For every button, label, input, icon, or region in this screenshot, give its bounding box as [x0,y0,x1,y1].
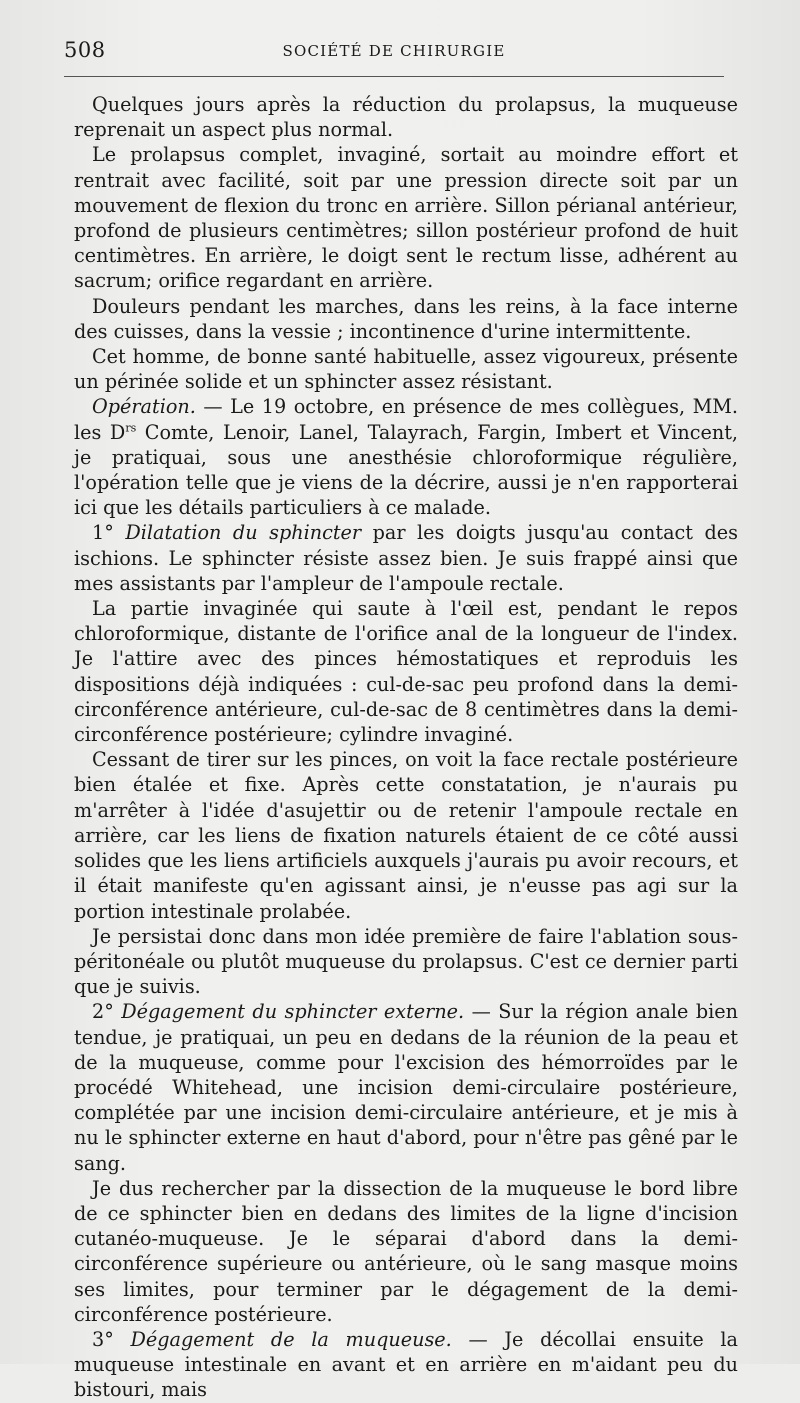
page-number: 508 [64,38,106,62]
body-text [74,92,738,1403]
paragraph: Cet homme, de bonne santé habituelle, assez vigoureux, présente un périnée solide et un sphincter assez résistant. [74,345,738,394]
step-text: — Je décollai ensuite la muqueuse intestinale en avant et en arrière en m'aidant peu du bistouri, mais [74,1327,738,1402]
operation-text-a: — Le 19 octobre, en présence de mes collègues, MM. les D [74,395,738,444]
paragraph: Quelques jours après la réduction du prolapsus, la muqueuse reprenait un aspect plus normal. [74,93,738,142]
header-rule [64,76,724,77]
operation-text-b: Comte, Lenoir, Lanel, Talayrach, Fargin, Imbert et Vincent, je pratiquai, sous une anesthésie chloroformique régulière, l'opération telle que je viens de la décrire, aussi je n'en rapporterai ici que les détails particuliers à ce malade. [74,420,739,520]
step-number: 1° [92,521,126,545]
paragraph-step-2 [74,999,738,1175]
paragraph: Douleurs pendant les marches, dans les reins, à la face interne des cuisses, dans la vessie ; incontinence d'urine intermittente. [74,294,738,343]
operation-label: Opération. [92,395,196,419]
step-number: 3° [92,1327,131,1351]
paragraph: Le prolapsus complet, invaginé, sortait au moindre effort et rentrait avec facilité, soit par une pression directe soit par un mouvement de flexion du tronc en arrière. Sillon périanal antérieur, profond de plusieurs centimètres; sillon postérieur profond de huit centimètres. En arrière, le doigt sent le rectum lisse, adhérent au sacrum; orifice regardant en arrière. [74,143,738,293]
paragraph: Cessant de tirer sur les pinces, on voit la face rectale postérieure bien étalée et fixe. Après cette constatation, je n'aurais pu m'arrêter à l'idée d'asujettir ou de retenir l'ampoule rectale en arrière, car les liens de fixation naturels étaient de ce côté aussi solides que les liens artificiels auxquels j'aurais pu avoir recours, et il était manifeste qu'en agissant ainsi, je n'eusse pas agi sur la portion intestinale prolabée. [74,748,738,923]
paragraph-step-3 [74,1327,738,1403]
step-text: par les doigts jusqu'au contact des ischions. Le sphincter résiste assez bien. Je suis frappé ainsi que mes assistants par l'ampleur de l'ampoule rectale. [74,521,738,595]
paragraph: Je persistai donc dans mon idée première de faire l'ablation sous-péritonéale ou plutôt muqueuse du prolapsus. C'est ce dernier parti que je suivis. [74,924,738,999]
step-number: 2° [92,1000,122,1024]
doctors-abbrev-superscript: rs [125,421,137,435]
paragraph-operation [74,394,738,520]
step-label: Dégagement de la muqueuse. [130,1327,452,1351]
page-header [64,38,724,70]
step-text: — Sur la région anale bien tendue, je pratiquai, un peu en dedans de la réunion de la peau et de la muqueuse, comme pour l'excision des hémorroïdes par le procédé Whitehead, une incision demi-circulaire postérieure, complétée par une incision demi-circulaire antérieure, et je mis à nu le sphincter externe en haut d'abord, pour n'être pas gêné par le sang. [74,1000,738,1175]
paragraph: Je dus rechercher par la dissection de la muqueuse le bord libre de ce sphincter bien en dedans des limites de la ligne d'incision cutanéo-muqueuse. Je le séparai d'abord dans la demi-circonférence supérieure ou antérieure, où le sang masque moins ses limites, pour terminer par le dégagement de la demi-circonférence postérieure. [74,1176,738,1326]
paragraph-step-1 [74,520,738,596]
running-title: SOCIÉTÉ DE CHIRURGIE [282,42,506,60]
step-label: Dégagement du sphincter externe. [121,1000,465,1024]
paragraph: La partie invaginée qui saute à l'œil est, pendant le repos chloroformique, distante de l'orifice anal de la longueur de l'index. Je l'attire avec des pinces hémostatiques et reproduis les dispositions déjà indiquées : cul-de-sac peu profond dans la demi-circonférence antérieure, cul-de-sac de 8 centimètres dans la demi-circonférence postérieure; cylindre invaginé. [74,597,738,747]
step-label: Dilatation du sphincter [125,521,362,545]
